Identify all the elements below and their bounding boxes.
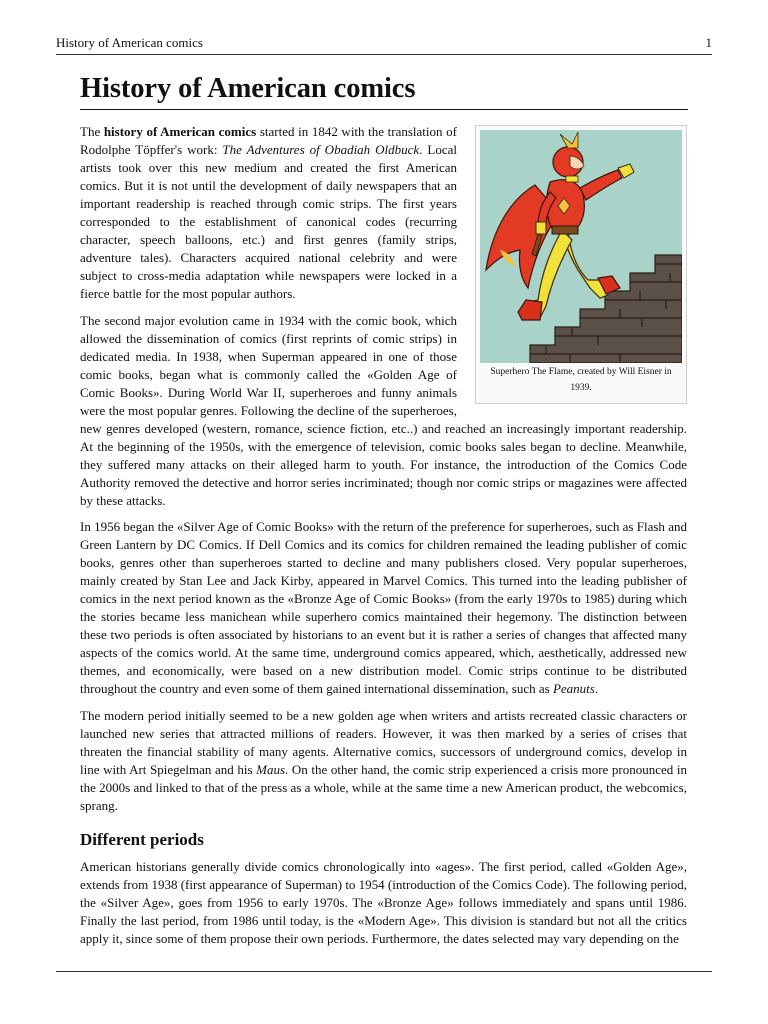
flame-superhero-illustration (480, 130, 682, 363)
page-number: 1 (705, 35, 712, 50)
italic-title: The Adventures of Obadiah Oldbuck (222, 142, 420, 157)
italic-title: Maus (256, 761, 286, 777)
text-run: The (80, 124, 104, 139)
header-divider (56, 54, 712, 55)
bold-term: history of American comics (103, 124, 257, 139)
title-divider (80, 109, 688, 110)
paragraph-silver-bronze-age (80, 518, 687, 698)
paragraph-modern-period (80, 707, 687, 815)
running-header (56, 35, 712, 51)
text-run: In 1956 began the «Silver Age of Comic Books» with the return of the preference for superheroes, such as Flash and Green Lantern by DC Comics. If Dell Comics and its comics for children remained the leading publisher of comic books, genres other than superheroes started to decline and many publishers closed. Very popular superheroes, mainly created by Stan Lee and Jack Kirby, appeared in Marvel Comics. This turned into the leading publisher of comics in the next period known as the «Bronze Age of Comic Books» (from the early 1970s to 1985) during which the stories became less manichean while superhero comics maintained their hegemony. The distinction between these two periods is often associated by historians to an event but it is rather a series of changes that affected many aspects of the comics world. At the same time, underground comics appeared, which, aesthetically, addressed new themes, and economically, were based on a new distribution model. Comic strips continue to be distributed throughout the country and even some of them gained international dissemination, such as (80, 519, 687, 696)
text-run: . Local artists took over this new medium and created the first American comics. But it is not until the development of daily newspapers that an important readership is reached through comic strips. The first years corresponded to the establishment of canonical codes (recurring character, speech balloons, etc.) and first genres (family strips, adventure tales). Characters acquired national celebrity and were subject to cross-media adaptation while newspapers were locked in a fierce battle for the most popular authors. (80, 142, 457, 301)
figure-box (475, 125, 687, 404)
article-body (80, 123, 687, 956)
footer-divider (56, 971, 712, 972)
article-title: History of American comics (80, 73, 416, 104)
italic-title: Peanuts (552, 681, 595, 696)
paragraph-golden-age: The second major evolution came in 1934 with the comic book, which allowed the dissemination of comics (first reprints of comic strips) in dedicated media. In 1938, when Superman appeared in one of those comic books, began what is commonly called the «Golden Age of Comic Books». During World War II, superheroes and funny animals were the most popular genres. Following the decline of the superheroes, new genres developed (western, romance, science fiction, etc..) and reached an increasingly important readership. At the beginning of the 1950s, with the emergence of television, comic books sales began to decline. Meanwhile, they suffered many attacks on their alleged harm to youth. For instance, the introduction of the Comics Code Authority removed the detective and horror series incriminated; though nor comic strips or magazines were affected by these attacks. (80, 312, 687, 508)
text-run: started in 1842 with the translation of Rodolphe Töpffer's work: (80, 124, 457, 157)
running-title: History of American comics (56, 35, 203, 50)
text-run: . (594, 681, 599, 696)
paragraph-different-periods: American historians generally divide comics chronologically into «ages». The first period, called «Golden Age», extends from 1938 (first appearance of Superman) to 1954 (introduction of the Comics Code). The following period, the «Silver Age», goes from 1956 to early 1970s. The «Bronze Age» follows immediately and spans until 1986. Finally the last period, from 1986 until today, is the «Modern Age». This division is standard but not all the critics apply it, since some of them propose their own periods. Furthermore, the dates selected may vary depending on the (80, 858, 688, 946)
figure-caption: Superhero The Flame, created by Will Eisner in 1939. (490, 367, 672, 393)
section-heading: Different periods (80, 829, 204, 849)
text-run: . On the other hand, the comic strip experienced a crisis more pronounced in the 2000s and linked to that of the press as a whole, while at the same time a new American product, the webcomics, sprang. (80, 761, 687, 813)
text-run: The modern period initially seemed to be a new golden age when writers and artists recreated classic characters or launched new series that attracted millions of readers. However, it was then marked by a series of crises that threaten the financial stability of many agents. Alternative comics, successors of underground comics, develop in line with Art Spiegelman and his (80, 707, 687, 777)
